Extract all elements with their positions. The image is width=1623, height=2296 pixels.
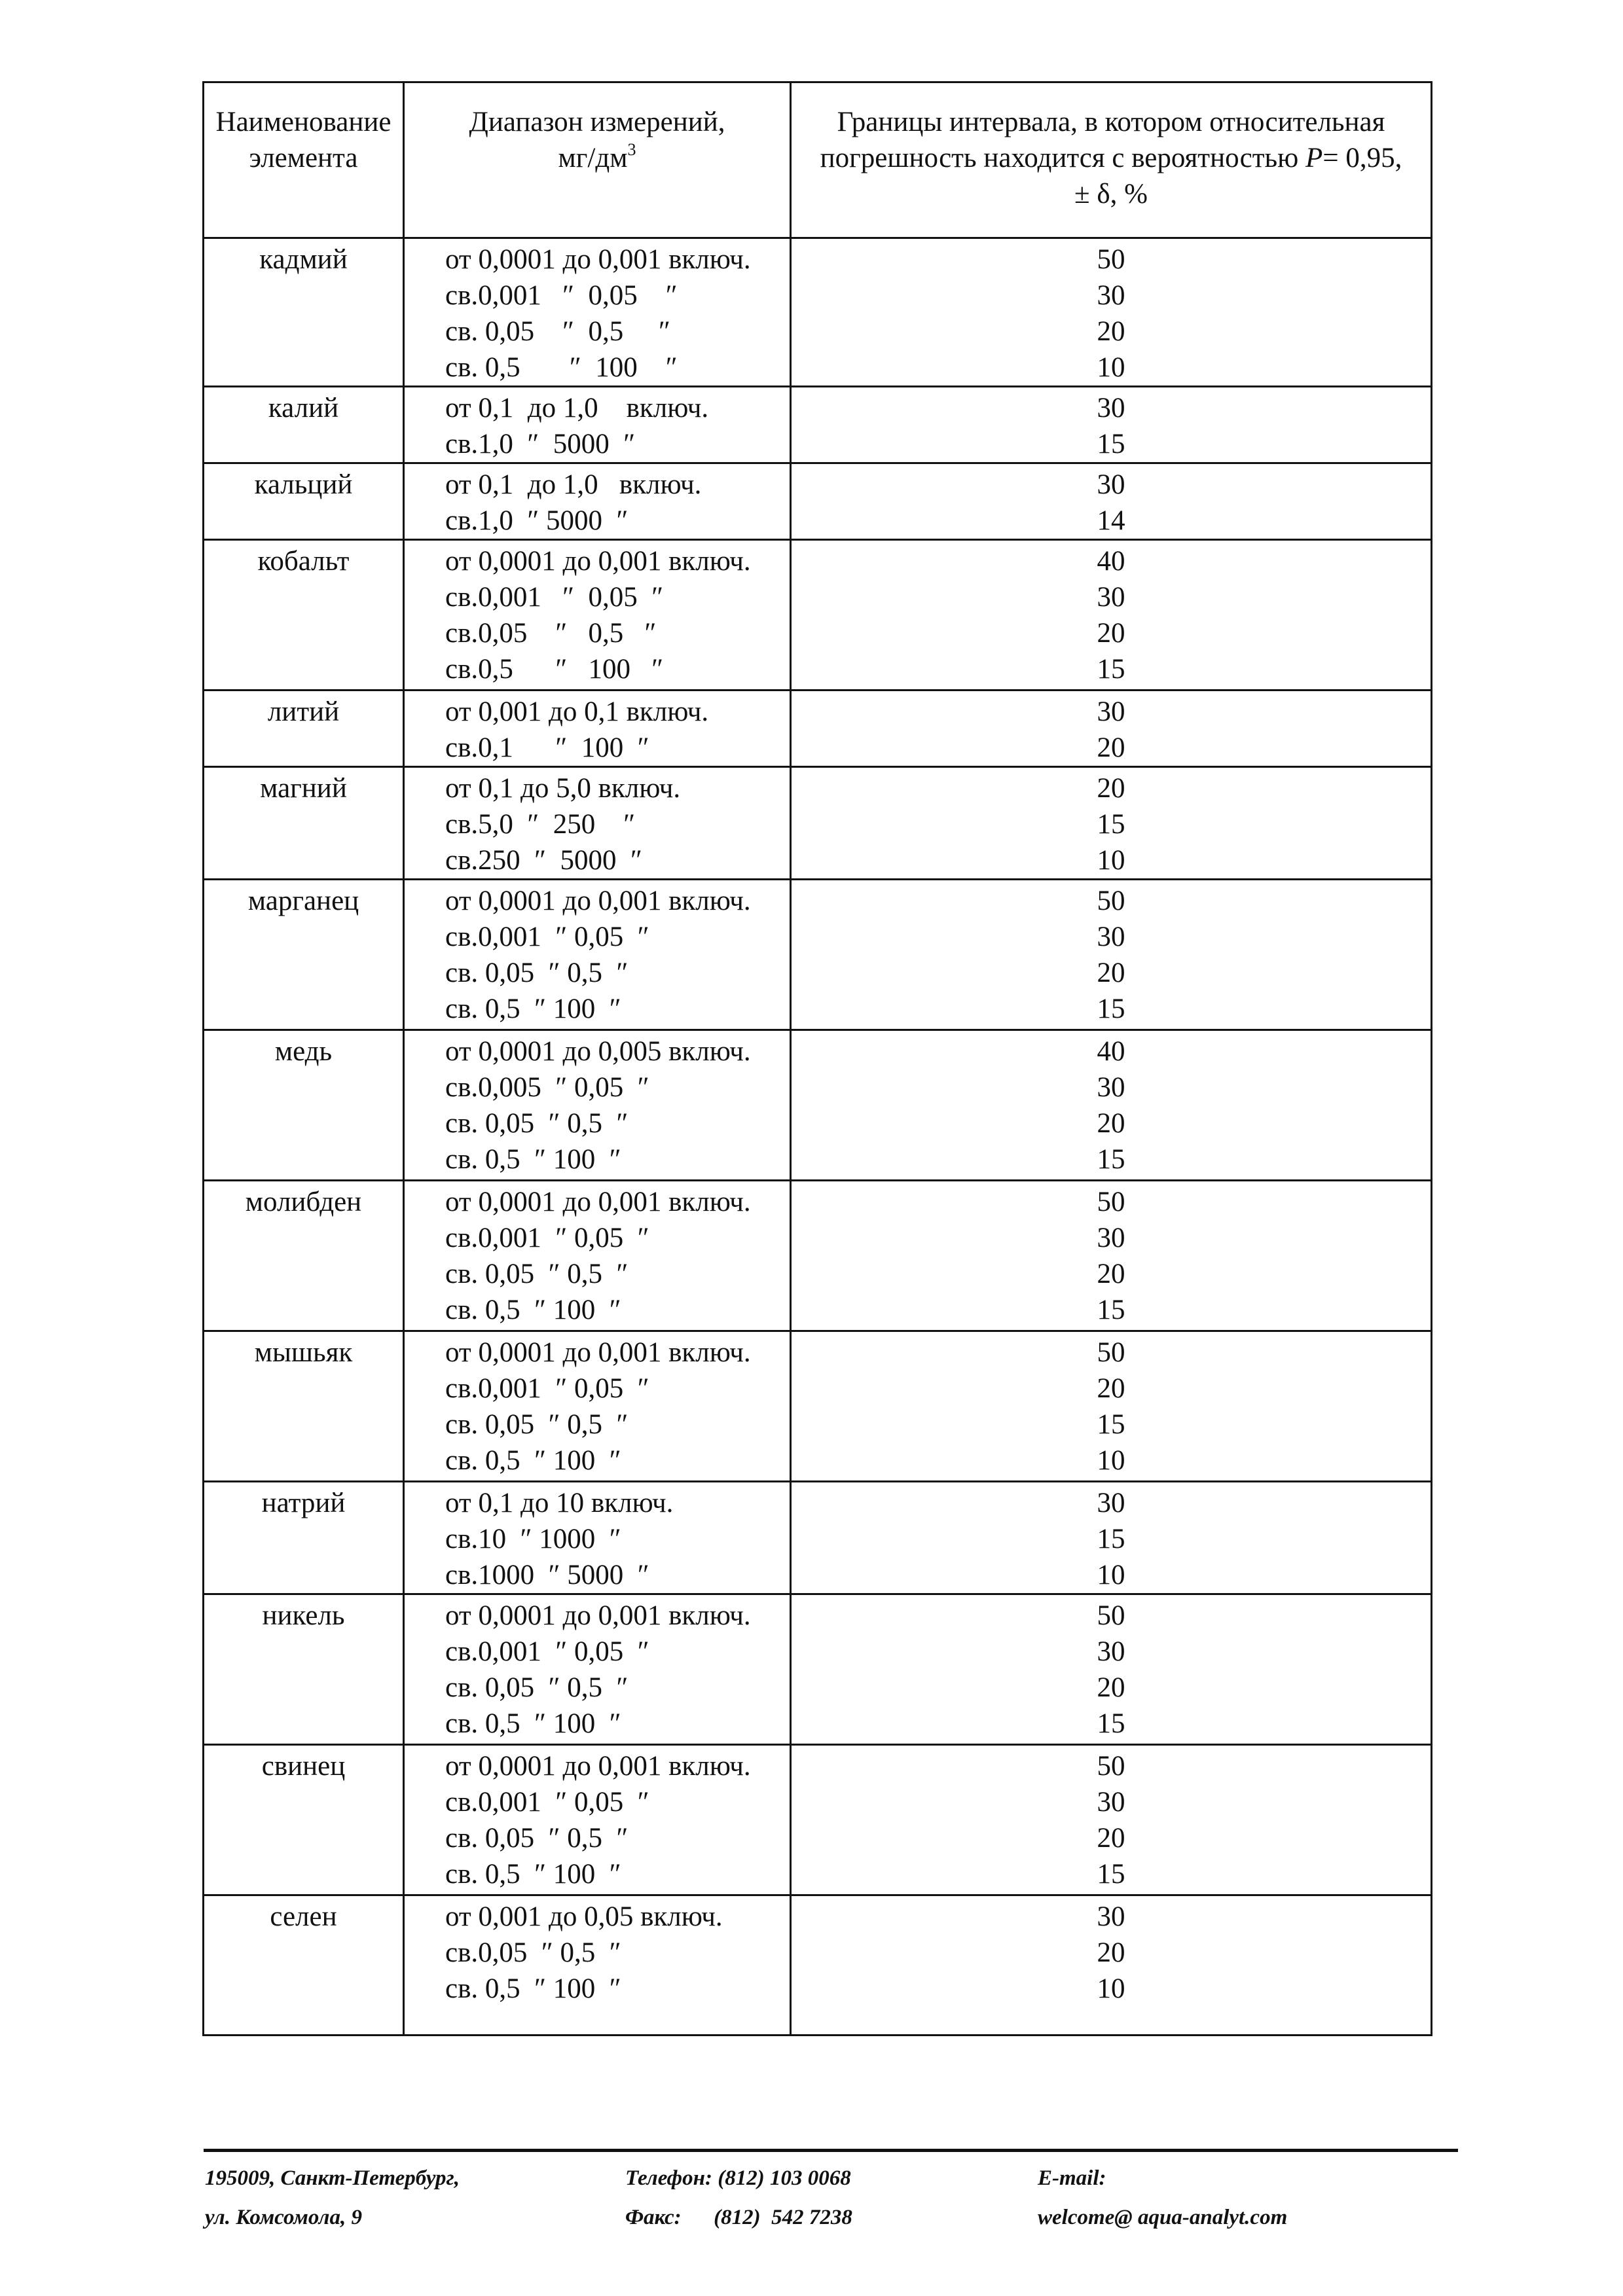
element-name-cell xyxy=(204,1482,404,1594)
element-name-cell xyxy=(204,1030,404,1181)
error-bound-value: 30 xyxy=(1097,582,1125,613)
table-row xyxy=(204,463,1432,540)
measurement-range-cell xyxy=(404,1482,791,1594)
error-bound-cell xyxy=(791,238,1432,387)
table-row xyxy=(204,387,1432,463)
range-line: от 0,001 до 0,1 включ. xyxy=(445,696,709,727)
measurement-range-cell xyxy=(404,1030,791,1181)
range-line: св. 0,05 ″ 0,5 ″ xyxy=(445,316,670,347)
range-line: св.0,001 ″ 0,05 ″ xyxy=(445,1636,649,1667)
error-bound-value: 10 xyxy=(1097,845,1125,876)
measurement-range-cell xyxy=(404,767,791,880)
table-body xyxy=(204,238,1432,2036)
element-name-cell xyxy=(204,1594,404,1745)
range-line: от 0,1 до 1,0 включ. xyxy=(445,469,702,500)
measurement-range-cell xyxy=(404,1594,791,1745)
range-line: от 0,001 до 0,05 включ. xyxy=(445,1901,723,1932)
element-name: марганец xyxy=(247,886,359,916)
measurement-range-cell xyxy=(404,540,791,691)
error-bound-value: 20 xyxy=(1097,1373,1125,1404)
measurement-range-cell xyxy=(404,1331,791,1482)
element-name: кобальт xyxy=(257,546,350,577)
range-line: св.0,001 ″ 0,05 ″ xyxy=(445,280,678,311)
error-bound-value: 10 xyxy=(1097,1445,1125,1476)
error-bound-value: 30 xyxy=(1097,393,1125,423)
range-line: св. 0,5 ″ 100 ″ xyxy=(445,1295,621,1325)
error-bound-value: 30 xyxy=(1097,922,1125,952)
error-bound-cell xyxy=(791,1745,1432,1895)
error-bound-value: 20 xyxy=(1097,1108,1125,1139)
error-bound-cell xyxy=(791,387,1432,463)
range-line: св.5,0 ″ 250 ″ xyxy=(445,809,636,840)
measurement-range-cell xyxy=(404,387,791,463)
error-bound-value: 20 xyxy=(1097,1823,1125,1854)
error-bound-value: 50 xyxy=(1097,1187,1125,1217)
error-bound-cell xyxy=(791,1895,1432,2036)
range-line: св. 0,05 ″ 0,5 ″ xyxy=(445,958,629,988)
range-line: св. 0,05 ″ 0,5 ″ xyxy=(445,1823,629,1854)
error-bound-value: 30 xyxy=(1097,696,1125,727)
table-row xyxy=(204,1181,1432,1331)
error-bound-value: 15 xyxy=(1097,1859,1125,1890)
element-name: магний xyxy=(260,773,347,804)
error-bound-cell xyxy=(791,1030,1432,1181)
error-bound-value: 30 xyxy=(1097,1901,1125,1932)
measurement-range-cell xyxy=(404,463,791,540)
error-bound-value: 20 xyxy=(1097,1259,1125,1289)
error-bound-value: 15 xyxy=(1097,1144,1125,1175)
error-bound-value: 50 xyxy=(1097,1751,1125,1782)
table-row xyxy=(204,1895,1432,2036)
error-bound-value: 40 xyxy=(1097,546,1125,577)
measurement-table xyxy=(202,81,1432,2036)
range-line: от 0,0001 до 0,001 включ. xyxy=(445,1337,751,1368)
range-line: от 0,0001 до 0,001 включ. xyxy=(445,886,751,916)
range-line: св. 0,5 ″ 100 ″ xyxy=(445,1144,621,1175)
element-name: медь xyxy=(274,1036,333,1067)
element-name-cell xyxy=(204,1181,404,1331)
range-line: св. 0,5 ″ 100 ″ xyxy=(445,1445,621,1476)
table-row xyxy=(204,540,1432,691)
element-name-cell xyxy=(204,880,404,1030)
error-bound-cell xyxy=(791,540,1432,691)
error-bound-value: 15 xyxy=(1097,994,1125,1024)
footer-email: E-mail: welcome@ aqua-analyt.com xyxy=(1038,2166,1288,2229)
table-header-row xyxy=(204,82,1432,238)
range-line: св. 0,5 ″ 100 ″ xyxy=(445,994,621,1024)
error-bound-cell xyxy=(791,1482,1432,1594)
element-name-cell xyxy=(204,691,404,767)
range-line: от 0,1 до 5,0 включ. xyxy=(445,773,681,804)
footer-contacts: Телефон: (812) 103 0068 Факс: (812) 542 7238 xyxy=(625,2166,852,2229)
error-bound-value: 10 xyxy=(1097,1560,1125,1590)
footer-divider xyxy=(204,2149,1458,2152)
table-row xyxy=(204,238,1432,387)
element-name-cell xyxy=(204,1895,404,2036)
error-bound-value: 20 xyxy=(1097,1672,1125,1703)
error-bound-value: 15 xyxy=(1097,429,1125,459)
header-element-name: Наименование элемента xyxy=(204,82,404,238)
measurement-range-cell xyxy=(404,1745,791,1895)
range-line: св. 0,05 ″ 0,5 ″ xyxy=(445,1259,629,1289)
element-name: кадмий xyxy=(259,244,348,275)
table-row xyxy=(204,1331,1432,1482)
error-bound-value: 20 xyxy=(1097,732,1125,763)
error-bound-value: 30 xyxy=(1097,1072,1125,1103)
element-name: молибден xyxy=(245,1187,362,1217)
error-bound-value: 10 xyxy=(1097,1973,1125,2004)
footer-address: 195009, Санкт-Петербург, ул. Комсомола, 9 xyxy=(205,2166,460,2229)
error-bound-value: 30 xyxy=(1097,1223,1125,1253)
error-bound-value: 20 xyxy=(1097,958,1125,988)
range-line: св.0,1 ″ 100 ″ xyxy=(445,732,649,763)
error-bound-cell xyxy=(791,1181,1432,1331)
error-bound-value: 20 xyxy=(1097,773,1125,804)
measurement-range-cell xyxy=(404,880,791,1030)
range-line: св. 0,05 ″ 0,5 ″ xyxy=(445,1409,629,1440)
range-line: св.0,001 ″ 0,05 ″ xyxy=(445,582,664,613)
element-name-cell xyxy=(204,387,404,463)
table-row xyxy=(204,880,1432,1030)
element-name: натрий xyxy=(261,1488,346,1518)
measurement-range-cell xyxy=(404,1181,791,1331)
error-bound-value: 50 xyxy=(1097,1600,1125,1631)
range-line: св. 0,5 ″ 100 ″ xyxy=(445,1859,621,1890)
range-line: от 0,0001 до 0,001 включ. xyxy=(445,546,751,577)
error-bound-value: 14 xyxy=(1097,505,1125,536)
range-line: св. 0,5 ″ 100 ″ xyxy=(445,1708,621,1739)
error-bound-value: 15 xyxy=(1097,654,1125,685)
range-line: св.0,001 ″ 0,05 ″ xyxy=(445,1373,649,1404)
measurement-range-cell xyxy=(404,691,791,767)
element-name: калий xyxy=(268,393,339,423)
measurement-range-cell xyxy=(404,1895,791,2036)
error-bound-value: 30 xyxy=(1097,1488,1125,1518)
range-line: св.0,005 ″ 0,05 ″ xyxy=(445,1072,649,1103)
error-bound-value: 15 xyxy=(1097,1409,1125,1440)
range-line: от 0,0001 до 0,001 включ. xyxy=(445,1187,751,1217)
table-row xyxy=(204,1030,1432,1181)
range-line: св.0,05 ″ 0,5 ″ xyxy=(445,618,657,649)
header-measurement-range: Диапазон измерений, $мг/дм^3$ xyxy=(404,82,791,238)
error-bound-value: 50 xyxy=(1097,886,1125,916)
element-name-cell xyxy=(204,1745,404,1895)
error-bound-value: 30 xyxy=(1097,469,1125,500)
error-bound-value: 30 xyxy=(1097,1787,1125,1818)
error-bound-value: 15 xyxy=(1097,809,1125,840)
header-error-bounds: Границы интервала, в котором относительная погрешность находится с вероятностью P= 0,95, ± δ, % xyxy=(791,82,1432,238)
error-bound-value: 15 xyxy=(1097,1708,1125,1739)
element-name-cell xyxy=(204,1331,404,1482)
range-line: св.0,001 ″ 0,05 ″ xyxy=(445,1787,649,1818)
error-bound-cell xyxy=(791,463,1432,540)
error-bound-cell xyxy=(791,767,1432,880)
error-bound-value: 30 xyxy=(1097,280,1125,311)
element-name-cell xyxy=(204,238,404,387)
table-row xyxy=(204,1482,1432,1594)
range-line: св.0,001 ″ 0,05 ″ xyxy=(445,922,649,952)
range-line: св.1,0 ″ 5000 ″ xyxy=(445,429,636,459)
error-bound-value: 20 xyxy=(1097,316,1125,347)
element-name: кальций xyxy=(254,469,353,500)
table-row xyxy=(204,691,1432,767)
range-line: от 0,1 до 1,0 включ. xyxy=(445,393,709,423)
measurement-range-cell xyxy=(404,238,791,387)
table-row xyxy=(204,1745,1432,1895)
range-line: св.0,05 ″ 0,5 ″ xyxy=(445,1937,621,1968)
range-line: от 0,0001 до 0,001 включ. xyxy=(445,244,751,275)
range-line: от 0,0001 до 0,005 включ. xyxy=(445,1036,751,1067)
element-name-cell xyxy=(204,767,404,880)
range-line: св. 0,05 ″ 0,5 ″ xyxy=(445,1108,629,1139)
range-line: от 0,0001 до 0,001 включ. xyxy=(445,1600,751,1631)
range-line: св.1000 ″ 5000 ″ xyxy=(445,1560,649,1590)
range-line: св.10 ″ 1000 ″ xyxy=(445,1524,621,1554)
error-bound-value: 20 xyxy=(1097,618,1125,649)
error-bound-value: 40 xyxy=(1097,1036,1125,1067)
error-bound-value: 20 xyxy=(1097,1937,1125,1968)
table-row xyxy=(204,767,1432,880)
table-row xyxy=(204,1594,1432,1745)
range-line: св.250 ″ 5000 ″ xyxy=(445,845,642,876)
error-bound-cell xyxy=(791,1594,1432,1745)
element-name: никель xyxy=(262,1600,345,1631)
error-bound-value: 10 xyxy=(1097,352,1125,383)
range-line: св.0,5 ″ 100 ″ xyxy=(445,654,664,685)
error-bound-value: 50 xyxy=(1097,244,1125,275)
range-line: св.0,001 ″ 0,05 ″ xyxy=(445,1223,649,1253)
element-name: свинец xyxy=(261,1751,346,1782)
range-line: св. 0,5 ″ 100 ″ xyxy=(445,352,678,383)
error-bound-cell xyxy=(791,880,1432,1030)
element-name-cell xyxy=(204,540,404,691)
range-line: от 0,0001 до 0,001 включ. xyxy=(445,1751,751,1782)
range-line: св. 0,05 ″ 0,5 ″ xyxy=(445,1672,629,1703)
error-bound-value: 15 xyxy=(1097,1295,1125,1325)
error-bound-cell xyxy=(791,1331,1432,1482)
element-name: мышьяк xyxy=(254,1337,353,1368)
range-line: от 0,1 до 10 включ. xyxy=(445,1488,674,1518)
error-bound-value: 15 xyxy=(1097,1524,1125,1554)
element-name: селен xyxy=(270,1901,337,1932)
error-bound-cell xyxy=(791,691,1432,767)
range-line: св. 0,5 ″ 100 ″ xyxy=(445,1973,621,2004)
error-bound-value: 50 xyxy=(1097,1337,1125,1368)
element-name-cell xyxy=(204,463,404,540)
error-bound-value: 30 xyxy=(1097,1636,1125,1667)
range-line: св.1,0 ″ 5000 ″ xyxy=(445,505,629,536)
element-name: литий xyxy=(267,696,340,727)
